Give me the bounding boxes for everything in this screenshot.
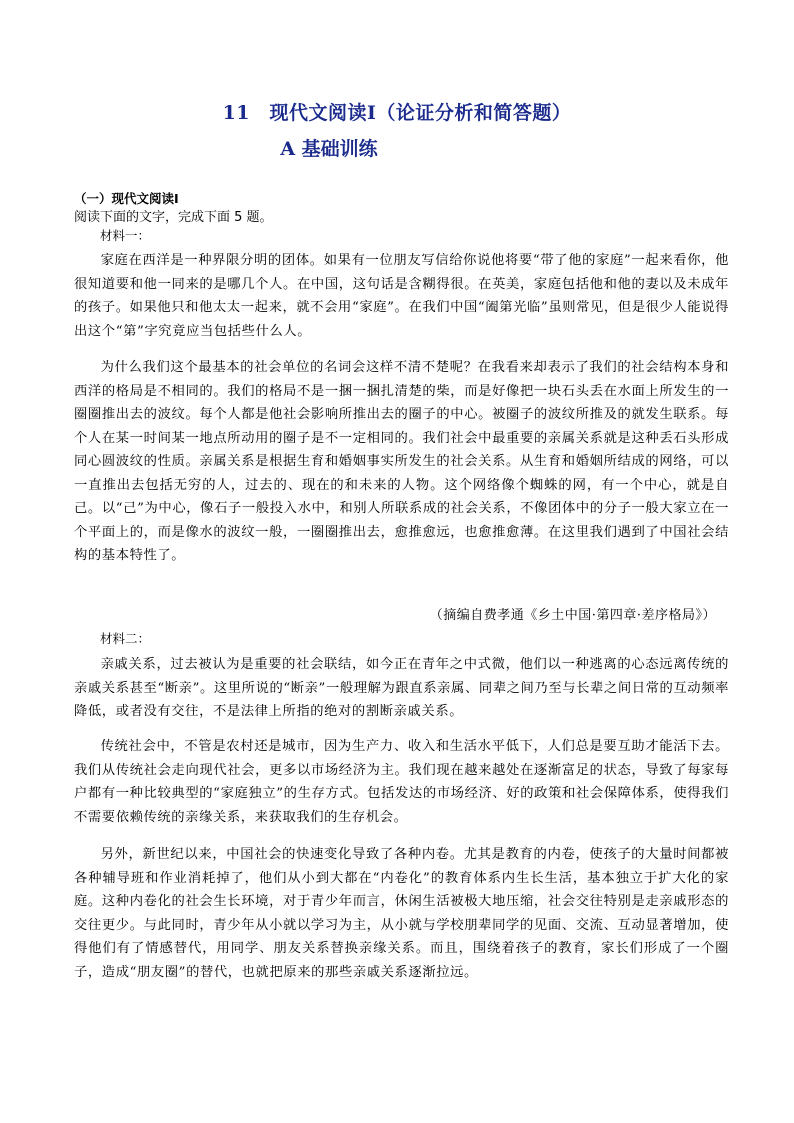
material1-paragraph: 家庭在西洋是一种界限分明的团体。如果有一位朋友写信给你说他将要“带了他的家庭”一起来看你，他很知道要和他一同来的是哪几个人。在中国，这句话是含糊得很。在英美，家庭包括他和他的妻以及未成年的孩子。如果他只和他太太一起来，就不会用“家庭”。在我们中国“阖第光临”虽则常见，但是很少人能说得出这个“第”字究竟应当包括些什么人。 — [74, 253, 729, 339]
section-heading: （一）现代文阅读Ⅰ — [74, 191, 179, 206]
material1-paragraph: 为什么我们这个最基本的社会单位的名词会这样不清不楚呢？在我看来却表示了我们的社会结构本身和西洋的格局是不相同的。我们的格局不是一捆一捆扎清楚的柴，而是好像把一块石头丢在水面上所发生的一圈圈推出去的波纹。每个人都是他社会影响所推出去的圈子的中心。被圈子的波纹所推及的就发生联系。每个人在某一时间某一地点所动用的圈子是不一定相同的。我们社会中最重要的亲属关系就是这种丢石头形成同心圆波纹的性质。亲属关系是根据生育和婚姻事实所发生的社会关系。从生育和婚姻所结成的网络，可以一直推出去包括无穷的人，过去的、现在的和未来的人物。这个网络像个蜘蛛的网，有一个中心，就是自己。以“己”为中心，像石子一般投入水中，和别人所联系成的社会关系，不像团体中的分子一般大家立在一个平面上的，而是像水的波纹一般，一圈圈推出去，愈推愈远，也愈推愈薄。在这里我们遇到了中国社会结构的基本特性了。 — [74, 360, 729, 563]
material2-paragraph: 传统社会中，不管是农村还是城市，因为生产力、收入和生活水平低下，人们总是要互助才能活下去。我们从传统社会走向现代社会，更多以市场经济为主。我们现在越来越处在逐渐富足的状态，导致了每家每户都有一种比较典型的“家庭独立”的生存方式。包括发达的市场经济、好的政策和社会保障体系，使得我们不需要依赖传统的亲缘关系，来获取我们的生存机会。 — [74, 739, 729, 825]
material1-label: 材料一： — [100, 228, 151, 243]
material1-citation: （摘编自费孝通《乡土中国·第四章·差序格局》） — [429, 608, 716, 623]
page-subtitle: A 基础训练 — [280, 138, 378, 160]
material2-paragraph: 另外，新世纪以来，中国社会的快速变化导致了各种内卷。尤其是教育的内卷，使孩子的大量时间都被各种辅导班和作业消耗掉了，他们从小到大都在“内卷化”的教育体系内生长生活，基本独立于扩大化的家庭。这种内卷化的社会生长环境，对于青少年而言，休闲生活被极大地压缩，社会交往特别是走亲戚形态的交往更少。与此同时，青少年从小就以学习为主，从小就与学校朋辈同学的见面、交流、互动显著增加，使得他们有了情感替代，用同学、朋友关系替换亲缘关系。而且，围绕着孩子的教育，家长们形成了一个圈子，造成“朋友圈”的替代，也就把原来的那些亲戚关系逐渐拉远。 — [74, 847, 729, 980]
material2-label: 材料二： — [100, 631, 151, 646]
reading-instruction: 阅读下面的文字，完成下面 5 题。 — [74, 210, 273, 225]
material2-paragraph: 亲戚关系，过去被认为是重要的社会联结，如今正在青年之中式微，他们以一种逃离的心态远离传统的亲戚关系甚至“断亲”。这里所说的“断亲”一般理解为跟直系亲属、同辈之间乃至与长辈之间日常的互动频率降低，或者没有交往，不是法律上所指的绝对的割断亲戚关系。 — [74, 657, 729, 719]
page-title: 11 现代文阅读Ⅰ（论证分析和简答题） — [222, 102, 572, 124]
